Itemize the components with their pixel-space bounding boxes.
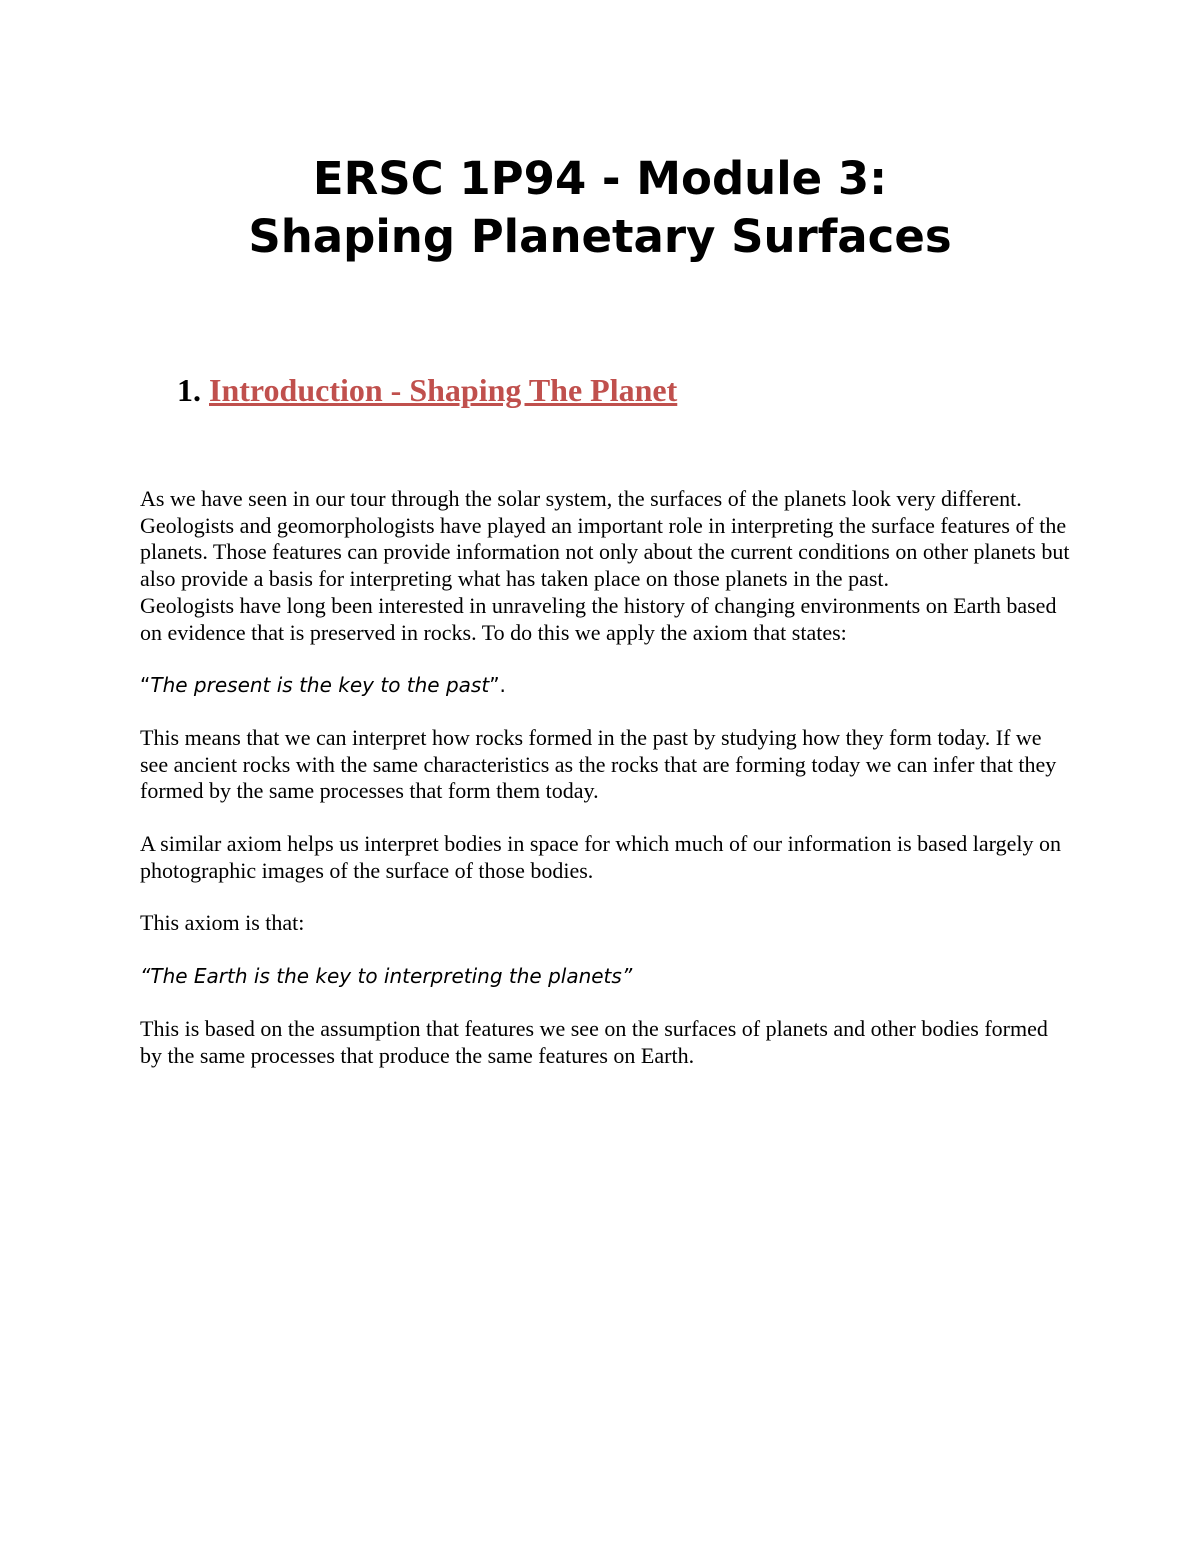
paragraph-intro: As we have seen in our tour through the solar system, the surfaces of the planets look very different. Geologists and geomorphologists have played an important role in interpreting the surface features of the planets. Those features can provide information not only about the current conditions on other planets but also provide a basis for interpreting what has taken place on those planets in the past.	[140, 486, 1070, 592]
section-number: 1.	[177, 372, 201, 408]
paragraph-assumption: This is based on the assumption that features we see on the surfaces of planets and other bodies formed by the same processes that produce the same features on Earth.	[140, 1015, 1048, 1068]
document-title	[100, 150, 1100, 266]
axiom-quote-earth: “The Earth is the key to interpreting the planets”	[140, 964, 633, 989]
axiom-quote-present: “The present is the key to the past”.	[140, 673, 506, 698]
title-line-1: ERSC 1P94 - Module 3:	[312, 152, 888, 205]
paragraph-similar-axiom: A similar axiom helps us interpret bodies in space for which much of our information is based largely on photographic images of the surface of those bodies.	[140, 831, 1061, 883]
paragraph-axiom-intro: This axiom is that:	[140, 910, 305, 936]
axiom-quote-present-text: The present is the key to the past	[150, 673, 490, 698]
section-heading	[177, 368, 677, 412]
paragraph-geologists: Geologists have long been interested in unraveling the history of changing environments on Earth based on evidence that is preserved in rocks. To do this we apply the axiom that states:	[140, 592, 1057, 645]
title-line-2: Shaping Planetary Surfaces	[248, 210, 952, 263]
paragraph-interpretation: This means that we can interpret how rocks formed in the past by studying how they form today. If we see ancient rocks with the same characteristics as the rocks that are forming today we can infer that they formed by the same processes that form them today.	[140, 724, 1057, 804]
document-body	[140, 486, 1075, 1069]
section-heading-link[interactable]: Introduction - Shaping The Planet	[209, 372, 678, 408]
